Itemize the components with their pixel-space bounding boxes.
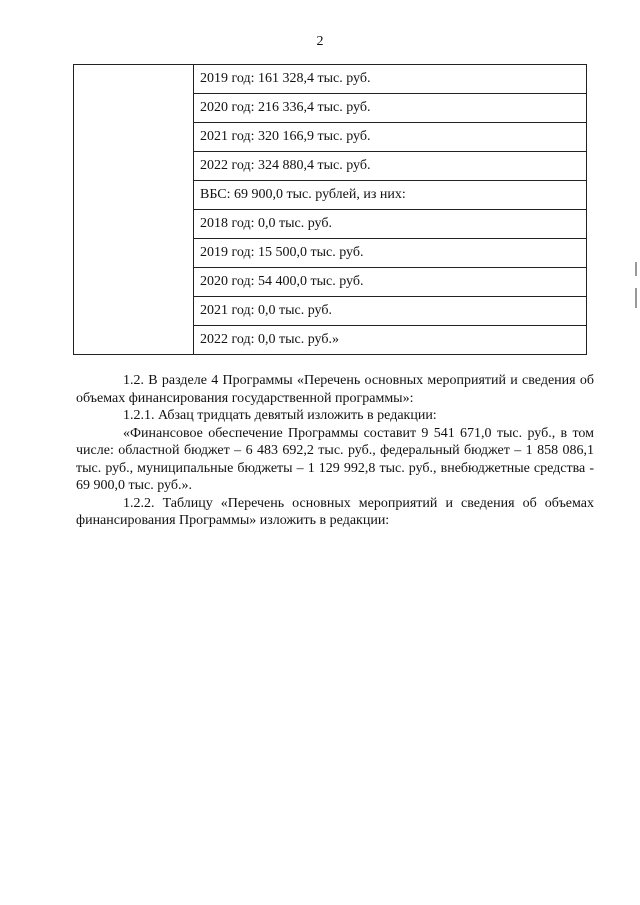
financing-table [73, 64, 587, 355]
table-cell: 2020 год: 216 336,4 тыс. руб. [194, 94, 587, 123]
table-cell: 2021 год: 0,0 тыс. руб. [194, 297, 587, 326]
scan-edge-mark [635, 288, 637, 308]
paragraph-1-2-1: 1.2.1. Абзац тридцать девятый изложить в редакции: [123, 408, 437, 423]
table-cell: 2018 год: 0,0 тыс. руб. [194, 210, 587, 239]
document-body [76, 372, 594, 530]
scan-edge-mark [635, 262, 637, 276]
table-row [74, 65, 587, 94]
paragraph-1-2: 1.2. В разделе 4 Программы «Перечень основных мероприятий и сведения об объемах финансирования государственной программы»: [76, 373, 594, 406]
table-cell: 2020 год: 54 400,0 тыс. руб. [194, 268, 587, 297]
page-number: 2 [316, 34, 324, 49]
table-empty-left-cell [74, 65, 194, 355]
table-cell: 2019 год: 161 328,4 тыс. руб. [194, 65, 587, 94]
table-cell: 2022 год: 324 880,4 тыс. руб. [194, 152, 587, 181]
paragraph-quote: «Финансовое обеспечение Программы составит 9 541 671,0 тыс. руб., в том числе: областной бюджет – 6 483 692,2 тыс. руб., федеральный бюджет – 1 858 086,1 тыс. руб., муниципальные бюджеты – 1 129 992,8 тыс. руб., внебюджетные средства - 69 900,0 тыс. руб.». [76, 425, 594, 493]
table-cell: 2021 год: 320 166,9 тыс. руб. [194, 123, 587, 152]
table-cell: 2022 год: 0,0 тыс. руб.» [194, 326, 587, 355]
financing-table-body [74, 65, 587, 355]
table-cell: ВБС: 69 900,0 тыс. рублей, из них: [194, 181, 587, 210]
table-cell: 2019 год: 15 500,0 тыс. руб. [194, 239, 587, 268]
paragraph-1-2-2: 1.2.2. Таблицу «Перечень основных мероприятий и сведения об объемах финансирования Программы» изложить в редакции: [76, 495, 594, 528]
